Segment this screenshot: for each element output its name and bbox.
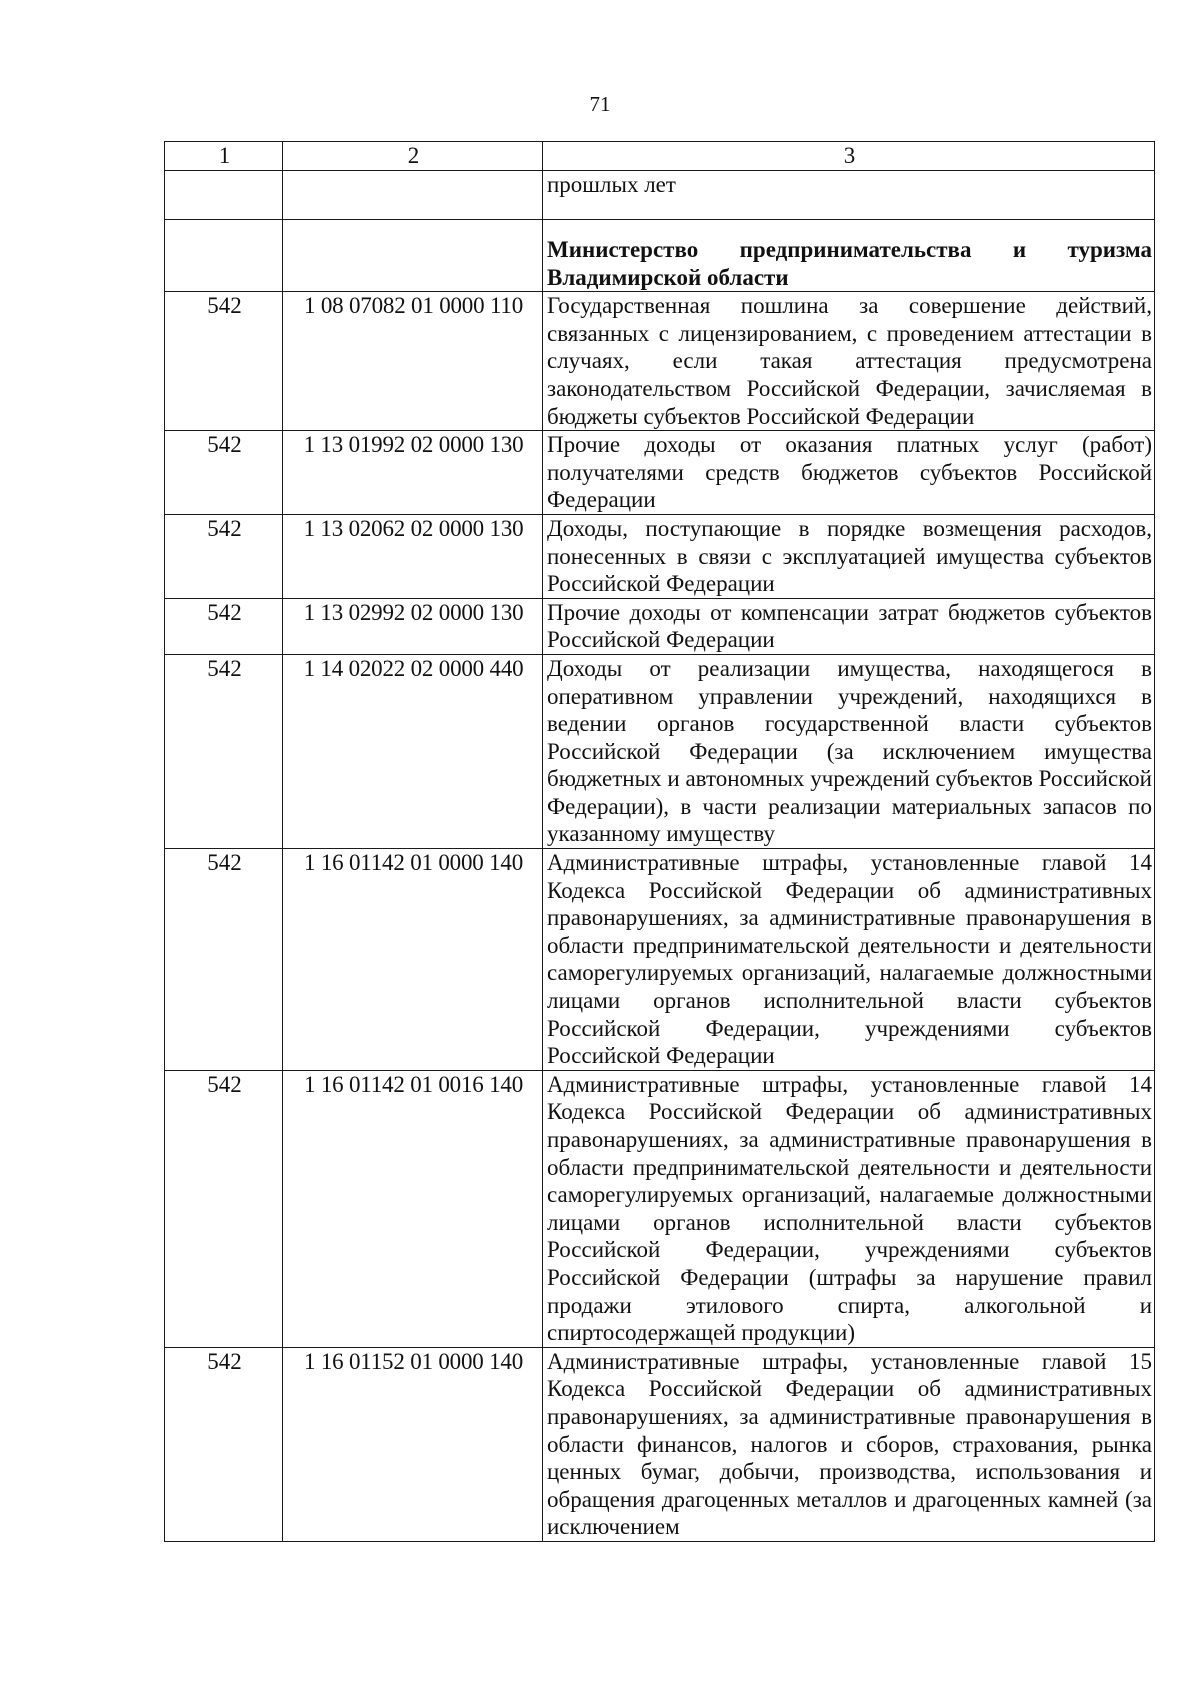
revenue-description: Государственная пошлина за совершение действий, связанных с лицензированием, с проведением аттестации в случаях, если такая аттестация предусмотрена законодательством Российской Федерации, зачисляемая в бюджеты субъектов Российской Федерации (543, 292, 1155, 431)
revenue-codes-table (164, 141, 1155, 1542)
revenue-description: Прочие доходы от оказания платных услуг (работ) получателями средств бюджетов субъектов Российской Федерации (543, 431, 1155, 515)
revenue-code: 1 13 01992 02 0000 130 (283, 431, 543, 515)
table-row (165, 292, 1155, 431)
admin-code: 542 (165, 1070, 283, 1347)
admin-code: 542 (165, 654, 283, 848)
table-row (165, 654, 1155, 848)
admin-code: 542 (165, 598, 283, 654)
column-header-3: 3 (543, 142, 1155, 171)
revenue-code: 1 16 01152 01 0000 140 (283, 1347, 543, 1541)
admin-code: 542 (165, 514, 283, 598)
admin-code: 542 (165, 292, 283, 431)
column-header-1: 1 (165, 142, 283, 171)
revenue-description: Доходы, поступающие в порядке возмещения расходов, понесенных в связи с эксплуатацией имущества субъектов Российской Федерации (543, 514, 1155, 598)
table-row (165, 1347, 1155, 1541)
table-row (165, 431, 1155, 515)
code-cell (283, 171, 543, 220)
revenue-description: Административные штрафы, установленные главой 14 Кодекса Российской Федерации об административных правонарушениях, за административные правонарушения в области предпринимательской деятельности и деятельности саморегулируемых организаций, налагаемые должностными лицами органов исполнительной власти субъектов Российской Федерации, учреждениями субъектов Российской Федерации (543, 849, 1155, 1071)
admin-code: 542 (165, 1347, 283, 1541)
admin-cell (165, 220, 283, 292)
revenue-code: 1 16 01142 01 0016 140 (283, 1070, 543, 1347)
revenue-code: 1 16 01142 01 0000 140 (283, 849, 543, 1071)
revenue-code: 1 13 02062 02 0000 130 (283, 514, 543, 598)
code-cell (283, 220, 543, 292)
continuation-text: прошлых лет (543, 171, 1155, 220)
admin-cell (165, 171, 283, 220)
table-row (165, 598, 1155, 654)
column-header-2: 2 (283, 142, 543, 171)
table-row (165, 514, 1155, 598)
admin-code: 542 (165, 431, 283, 515)
table-row (165, 849, 1155, 1071)
continuation-row (165, 171, 1155, 220)
page-number: 71 (589, 92, 611, 116)
revenue-description: Административные штрафы, установленные главой 15 Кодекса Российской Федерации об административных правонарушениях, за административные правонарушения в области финансов, налогов и сборов, страхования, рынка ценных бумаг, добычи, производства, использования и обращения драгоценных металлов и драгоценных камней (за исключением (543, 1347, 1155, 1541)
revenue-description: Административные штрафы, установленные главой 14 Кодекса Российской Федерации об административных правонарушениях, за административные правонарушения в области предпринимательской деятельности и деятельности саморегулируемых организаций, налагаемые должностными лицами органов исполнительной власти субъектов Российской Федерации, учреждениями субъектов Российской Федерации (штрафы за нарушение правил продажи этилового спирта, алкогольной и спиртосодержащей продукции) (543, 1070, 1155, 1347)
revenue-code: 1 14 02022 02 0000 440 (283, 654, 543, 848)
table-row (165, 1070, 1155, 1347)
section-title-row (165, 220, 1155, 292)
admin-code: 542 (165, 849, 283, 1071)
table-header-row (165, 142, 1155, 171)
revenue-code: 1 13 02992 02 0000 130 (283, 598, 543, 654)
revenue-description: Прочие доходы от компенсации затрат бюджетов субъектов Российской Федерации (543, 598, 1155, 654)
revenue-description: Доходы от реализации имущества, находящегося в оперативном управлении учреждений, находящихся в ведении органов государственной власти субъектов Российской Федерации (за исключением имущества бюджетных и автономных учреждений субъектов Российской Федерации), в части реализации материальных запасов по указанному имуществу (543, 654, 1155, 848)
section-title: Министерство предпринимательства и туризма Владимирской области (543, 220, 1155, 292)
revenue-code: 1 08 07082 01 0000 110 (283, 292, 543, 431)
